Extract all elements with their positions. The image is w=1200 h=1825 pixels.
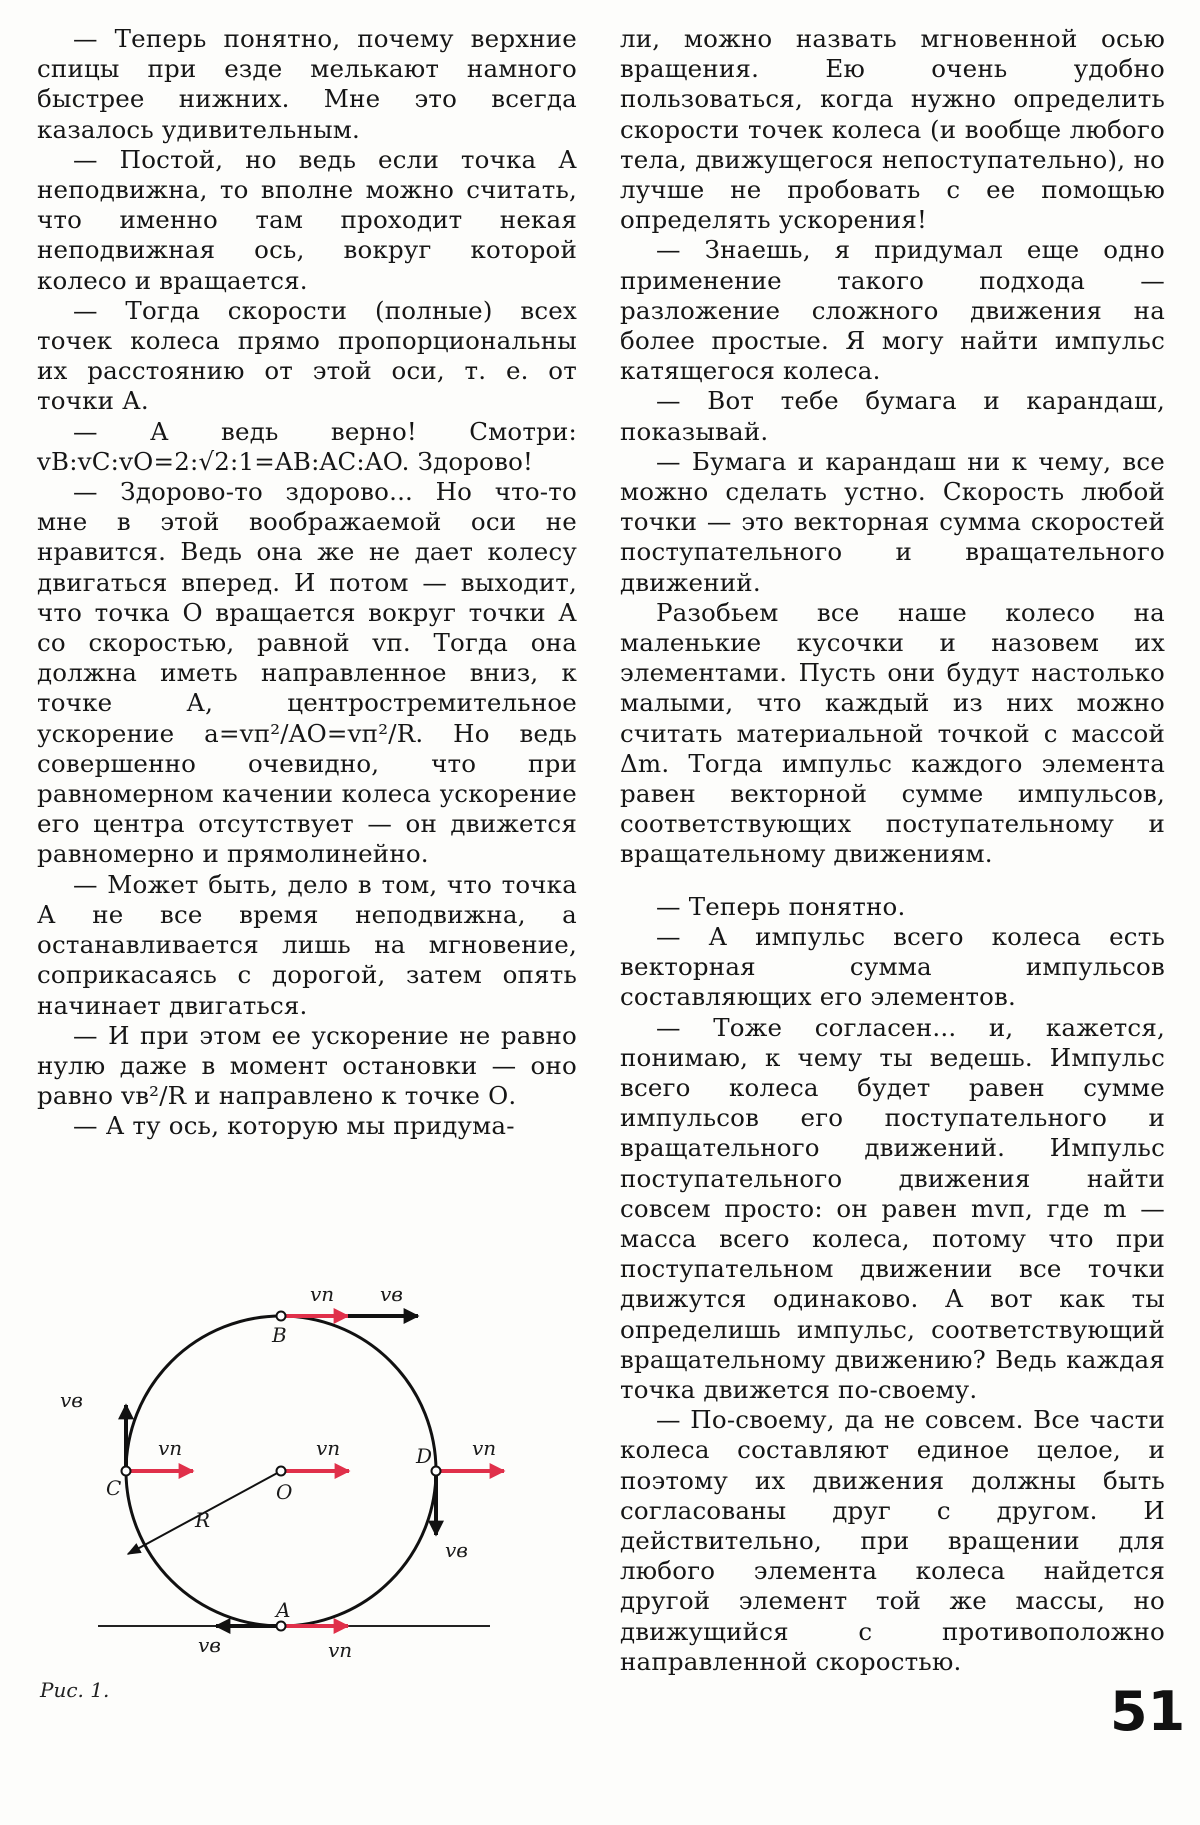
point-o xyxy=(277,1467,286,1476)
label-b: B xyxy=(272,1323,287,1347)
paragraph: — Знаешь, я придумал еще одно применение такого подхода — разложение сложного движения на более простые. Я могу найти импульс катящегося колеса. xyxy=(620,235,1165,386)
paragraph: — Здорово-то здорово... Но что-то мне в этой воображаемой оси не нравится. Ведь она же не дает колесу двигаться вперед. И потом — выходит, что точка О вращается вокруг точки А со скоростью, равной vп. Тогда она должна иметь направленное вниз, к точке А, центростремительное ускорение a=vп²/AO=vп²/R. Но ведь совершенно очевидно, что при равномерном качении колеса ускорение его центра отсутствует — он движется равномерно и прямолинейно. xyxy=(37,477,577,869)
wheel-figure xyxy=(60,1255,600,1705)
label-vv-a: vв xyxy=(198,1633,221,1657)
figure-caption: Рис. 1. xyxy=(40,1678,110,1702)
label-vn-o: vn xyxy=(316,1436,341,1460)
point-b xyxy=(277,1312,286,1321)
label-o: O xyxy=(276,1480,293,1504)
paragraph: — По-своему, да не совсем. Все части колеса составляют единое целое, и поэтому их движения должны быть согласованы друг с другом. И действительно, при вращении для любого элемента колеса найдется другой элемент той же массы, но движущийся с противоположно направленной скоростью. xyxy=(620,1405,1165,1676)
paragraph: — Теперь понятно. xyxy=(656,891,906,921)
paragraph: — Тоже согласен... и, кажется, понимаю, к чему ты ведешь. Импульс всего колеса будет равен сумме импульсов его поступательного и вращательного движений. Импульс поступательного движения найти совсем просто: он равен mvп, где m — масса всего колеса, потому что при поступательном движении все точки движутся одинаково. А вот как ты определишь импульс, соответствующий вращательному движению? Ведь каждая точка движется по-своему. xyxy=(620,1012,1165,1404)
label-r: R xyxy=(195,1508,211,1532)
label-a: A xyxy=(276,1598,291,1622)
paragraph: — Теперь понятно, почему верхние спицы при езде мелькают намного быстрее нижних. Мне это всегда казалось удивительным. xyxy=(37,24,577,144)
label-vn-b: vn xyxy=(310,1282,335,1306)
label-vv-c: vв xyxy=(60,1388,83,1412)
paragraph: — Постой, но ведь если точка А неподвижна, то вполне можно считать, что именно там проходит некая неподвижная ось, вокруг которой колесо и вращается. xyxy=(37,144,577,295)
label-vn-c: vn xyxy=(158,1436,183,1460)
label-vv-d: vв xyxy=(445,1538,468,1562)
wheel-diagram xyxy=(60,1255,600,1705)
paragraph: Разобьем все наше колесо на маленькие кусочки и назовем их элементами. Пусть они будут настолько малыми, что каждый из них можно считать материальной точкой с массой Δm. Тогда импульс каждого элемента равен векторной сумме импульсов, соответствующих поступательному и вращательному движениям. xyxy=(620,597,1165,869)
point-a xyxy=(277,1622,286,1631)
paragraph: — А ту ось, которую мы придума- xyxy=(73,1111,515,1141)
label-vv-b: vв xyxy=(380,1282,403,1306)
paragraph: — А ведь верно! Смотри: vB:vC:vO=2:√2:1=AB:AC:AO. Здорово! xyxy=(37,416,577,476)
paragraph: — И при этом ее ускорение не равно нулю даже в момент остановки — оно равно vв²/R и направлено к точке О. xyxy=(37,1020,577,1111)
paragraph: — Может быть, дело в том, что точка А не все время неподвижна, а останавливается лишь на мгновение, соприкасаясь с дорогой, затем опять начинает двигаться. xyxy=(37,869,577,1020)
label-vn-a: vn xyxy=(328,1638,353,1662)
label-d: D xyxy=(416,1444,433,1468)
page-number: 51 xyxy=(1110,1680,1186,1743)
point-c xyxy=(122,1467,131,1476)
left-column xyxy=(37,24,577,1142)
paragraph: — Бумага и карандаш ни к чему, все можно сделать устно. Скорость любой точки — это векторная сумма скоростей поступательного и вращательного движений. xyxy=(620,446,1165,597)
paragraph: — Тогда скорости (полные) всех точек колеса прямо пропорциональны их расстоянию от этой оси, т. е. от точки А. xyxy=(37,295,577,416)
label-vn-d: vn xyxy=(472,1436,497,1460)
point-d xyxy=(432,1467,441,1476)
paragraph: ли, можно назвать мгновенной осью вращения. Ею очень удобно пользоваться, когда нужно определить скорости точек колеса (и вообще любого тела, движущегося непоступательно), но лучше не пробовать с ее помощью определять ускорения! xyxy=(620,24,1165,235)
paragraph: — А импульс всего колеса есть векторная сумма импульсов составляющих его элементов. xyxy=(620,921,1165,1012)
paragraph: — Вот тебе бумага и карандаш, показывай. xyxy=(620,386,1165,446)
label-c: C xyxy=(106,1476,122,1500)
right-column xyxy=(620,24,1165,1677)
